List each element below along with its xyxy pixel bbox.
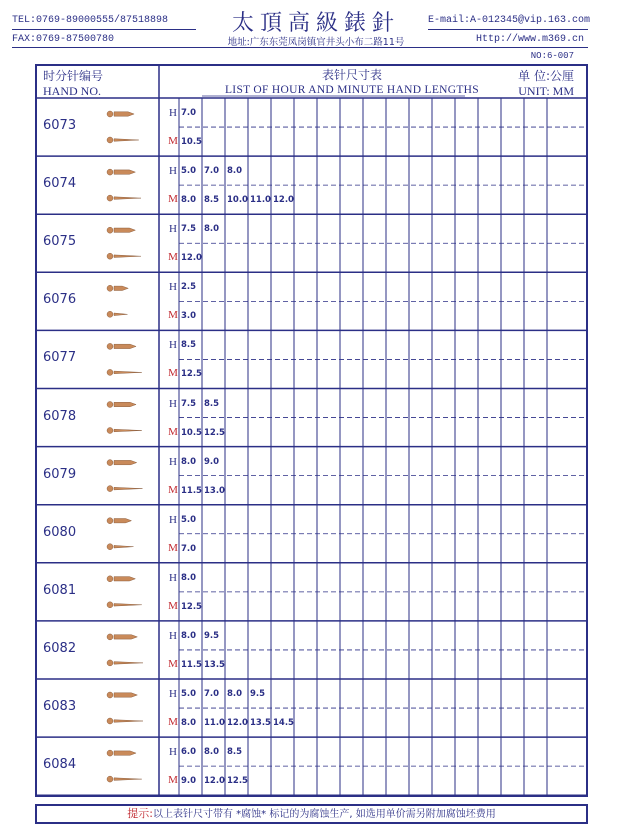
minute-length-value: 12.5 bbox=[204, 427, 225, 438]
minute-length-value: 11.0 bbox=[250, 195, 271, 206]
footer-note bbox=[35, 804, 588, 824]
hour-label: H bbox=[169, 513, 177, 526]
hour-length-value: 8.0 bbox=[181, 630, 197, 641]
hour-hand-icon bbox=[107, 227, 135, 233]
minute-hand-icon bbox=[107, 660, 143, 666]
hour-length-value: 9.5 bbox=[204, 630, 220, 641]
minute-length-value: 13.0 bbox=[204, 485, 225, 496]
minute-length-value: 11.5 bbox=[181, 659, 202, 670]
hour-label: H bbox=[169, 107, 177, 119]
website-url: Http://www.m369.cn bbox=[476, 34, 585, 45]
minute-label: M bbox=[168, 193, 178, 206]
hour-length-value: 5.0 bbox=[181, 514, 197, 525]
minute-label: M bbox=[168, 541, 178, 554]
hour-length-value: 8.0 bbox=[181, 456, 197, 467]
hand-no-label-zh: 时分针编号 bbox=[43, 69, 104, 83]
hand-code: 6075 bbox=[43, 234, 77, 250]
header-divider-left bbox=[12, 29, 196, 30]
hour-label: H bbox=[169, 746, 177, 759]
hour-hand-icon bbox=[107, 750, 136, 756]
minute-length-value: 12.5 bbox=[181, 369, 202, 380]
minute-hand-icon bbox=[107, 311, 128, 317]
minute-length-value: 14.5 bbox=[273, 718, 294, 728]
hand-length-table bbox=[35, 64, 588, 797]
hand-code: 6079 bbox=[43, 466, 77, 482]
minute-label: M bbox=[168, 483, 178, 496]
fax-number: FAX:0769-87500780 bbox=[12, 34, 115, 45]
minute-length-value: 10.5 bbox=[181, 137, 202, 147]
hour-length-value: 2.5 bbox=[181, 282, 197, 293]
minute-length-value: 12.0 bbox=[204, 776, 225, 787]
minute-hand-icon bbox=[107, 195, 141, 201]
minute-label: M bbox=[168, 774, 178, 787]
hour-length-value: 8.0 bbox=[204, 747, 220, 758]
minute-hand-icon bbox=[107, 369, 142, 375]
minute-length-value: 12.0 bbox=[273, 195, 294, 206]
hour-label: H bbox=[169, 339, 177, 352]
minute-length-value: 13.5 bbox=[204, 659, 225, 670]
minute-length-value: 12.5 bbox=[227, 776, 248, 787]
minute-length-value: 10.5 bbox=[181, 427, 202, 438]
hand-code: 6077 bbox=[43, 350, 77, 366]
hour-length-value: 6.0 bbox=[181, 747, 197, 758]
hand-code: 6074 bbox=[43, 176, 77, 192]
hour-length-value: 8.0 bbox=[181, 572, 197, 583]
hour-hand-icon bbox=[107, 518, 132, 524]
hour-length-value: 7.5 bbox=[181, 224, 197, 235]
minute-label: M bbox=[168, 657, 178, 670]
company-name: 太頂高級錶針 bbox=[231, 11, 400, 36]
table-title-en: LIST OF HOUR AND MINUTE HAND LENGTHS bbox=[224, 84, 479, 96]
hour-hand-icon bbox=[107, 111, 134, 117]
minute-label: M bbox=[168, 251, 178, 264]
minute-length-value: 12.0 bbox=[181, 253, 202, 264]
hour-length-value: 5.0 bbox=[181, 689, 197, 699]
hour-label: H bbox=[169, 281, 177, 294]
minute-hand-icon bbox=[107, 776, 142, 782]
hour-label: H bbox=[169, 397, 177, 410]
minute-hand-icon bbox=[107, 544, 134, 550]
hour-label: H bbox=[169, 571, 177, 584]
hand-code: 6081 bbox=[43, 582, 77, 598]
minute-hand-icon bbox=[107, 486, 143, 492]
hour-length-value: 5.0 bbox=[181, 166, 197, 177]
hand-code: 6073 bbox=[43, 118, 77, 134]
hour-length-value: 7.0 bbox=[181, 108, 197, 118]
minute-length-value: 10.0 bbox=[227, 195, 248, 206]
hour-length-value: 9.0 bbox=[204, 456, 220, 467]
hour-label: H bbox=[169, 165, 177, 178]
hour-hand-icon bbox=[107, 402, 136, 408]
unit-label-en: UNIT: MM bbox=[518, 84, 574, 98]
hour-hand-icon bbox=[107, 634, 137, 640]
company-address: 地址:广东东莞凤岗镇官井头小布二路11号 bbox=[227, 37, 405, 48]
footer-note-text: 以上表针尺寸带有 *腐蚀* 标记的为腐蚀生产, 如选用单价需另附加腐蚀坯费用 bbox=[153, 809, 496, 820]
hand-no-label-en: HAND NO. bbox=[43, 84, 101, 98]
minute-label: M bbox=[168, 367, 178, 380]
minute-length-value: 12.5 bbox=[181, 601, 202, 612]
minute-length-value: 8.5 bbox=[204, 195, 220, 206]
unit-label-zh: 单 位:公厘 bbox=[518, 69, 574, 83]
minute-hand-icon bbox=[107, 253, 141, 259]
minute-label: M bbox=[168, 425, 178, 438]
minute-length-value: 3.0 bbox=[181, 311, 197, 322]
hour-label: H bbox=[169, 455, 177, 468]
hour-length-value: 7.0 bbox=[204, 166, 220, 177]
minute-label: M bbox=[168, 309, 178, 322]
hand-code: 6083 bbox=[43, 699, 77, 715]
minute-length-value: 11.5 bbox=[181, 485, 202, 496]
hour-length-value: 8.0 bbox=[227, 689, 243, 699]
hour-hand-icon bbox=[107, 169, 135, 175]
minute-hand-icon bbox=[107, 137, 139, 143]
minute-length-value: 12.0 bbox=[227, 718, 248, 728]
minute-length-value: 8.0 bbox=[181, 195, 197, 206]
minute-label: M bbox=[168, 599, 178, 612]
phone-number: TEL:0769-89000555/87518898 bbox=[12, 15, 169, 26]
hour-hand-icon bbox=[107, 460, 137, 466]
minute-length-value: 9.0 bbox=[181, 776, 197, 787]
hour-length-value: 9.5 bbox=[250, 689, 266, 699]
minute-length-value: 7.0 bbox=[181, 543, 197, 554]
minute-hand-icon bbox=[107, 428, 142, 434]
hour-label: H bbox=[169, 223, 177, 236]
hour-length-value: 7.0 bbox=[204, 689, 220, 699]
minute-label: M bbox=[168, 135, 178, 147]
header-rule bbox=[12, 47, 588, 48]
footer-note-lead: 提示: bbox=[127, 807, 153, 820]
table-grid bbox=[37, 66, 586, 795]
hour-length-value: 8.0 bbox=[227, 166, 243, 177]
header-divider-right bbox=[428, 29, 588, 30]
hour-hand-icon bbox=[107, 285, 128, 291]
hour-hand-icon bbox=[107, 692, 137, 698]
minute-length-value: 13.5 bbox=[250, 718, 271, 728]
document-number: NO:6-007 bbox=[530, 51, 574, 61]
hour-length-value: 8.5 bbox=[181, 340, 197, 351]
hour-length-value: 8.0 bbox=[204, 224, 220, 235]
hour-hand-icon bbox=[107, 576, 135, 582]
hour-label: H bbox=[169, 629, 177, 642]
minute-label: M bbox=[168, 716, 178, 728]
hour-label: H bbox=[169, 688, 177, 700]
hour-length-value: 8.5 bbox=[204, 398, 220, 409]
minute-length-value: 11.0 bbox=[204, 718, 225, 728]
minute-hand-icon bbox=[107, 718, 143, 724]
email-address: E-mail:A-012345@vip.163.com bbox=[428, 15, 591, 26]
hand-code: 6080 bbox=[43, 524, 77, 540]
hand-code: 6076 bbox=[43, 292, 77, 308]
hour-length-value: 7.5 bbox=[181, 398, 197, 409]
hour-length-value: 8.5 bbox=[227, 747, 243, 758]
minute-hand-icon bbox=[107, 602, 142, 608]
hour-hand-icon bbox=[107, 343, 136, 349]
hand-code: 6078 bbox=[43, 408, 77, 424]
minute-length-value: 8.0 bbox=[181, 718, 197, 728]
hand-code: 6084 bbox=[43, 757, 77, 773]
table-title-zh: 表针尺寸表 bbox=[321, 68, 382, 82]
hand-code: 6082 bbox=[43, 640, 77, 656]
